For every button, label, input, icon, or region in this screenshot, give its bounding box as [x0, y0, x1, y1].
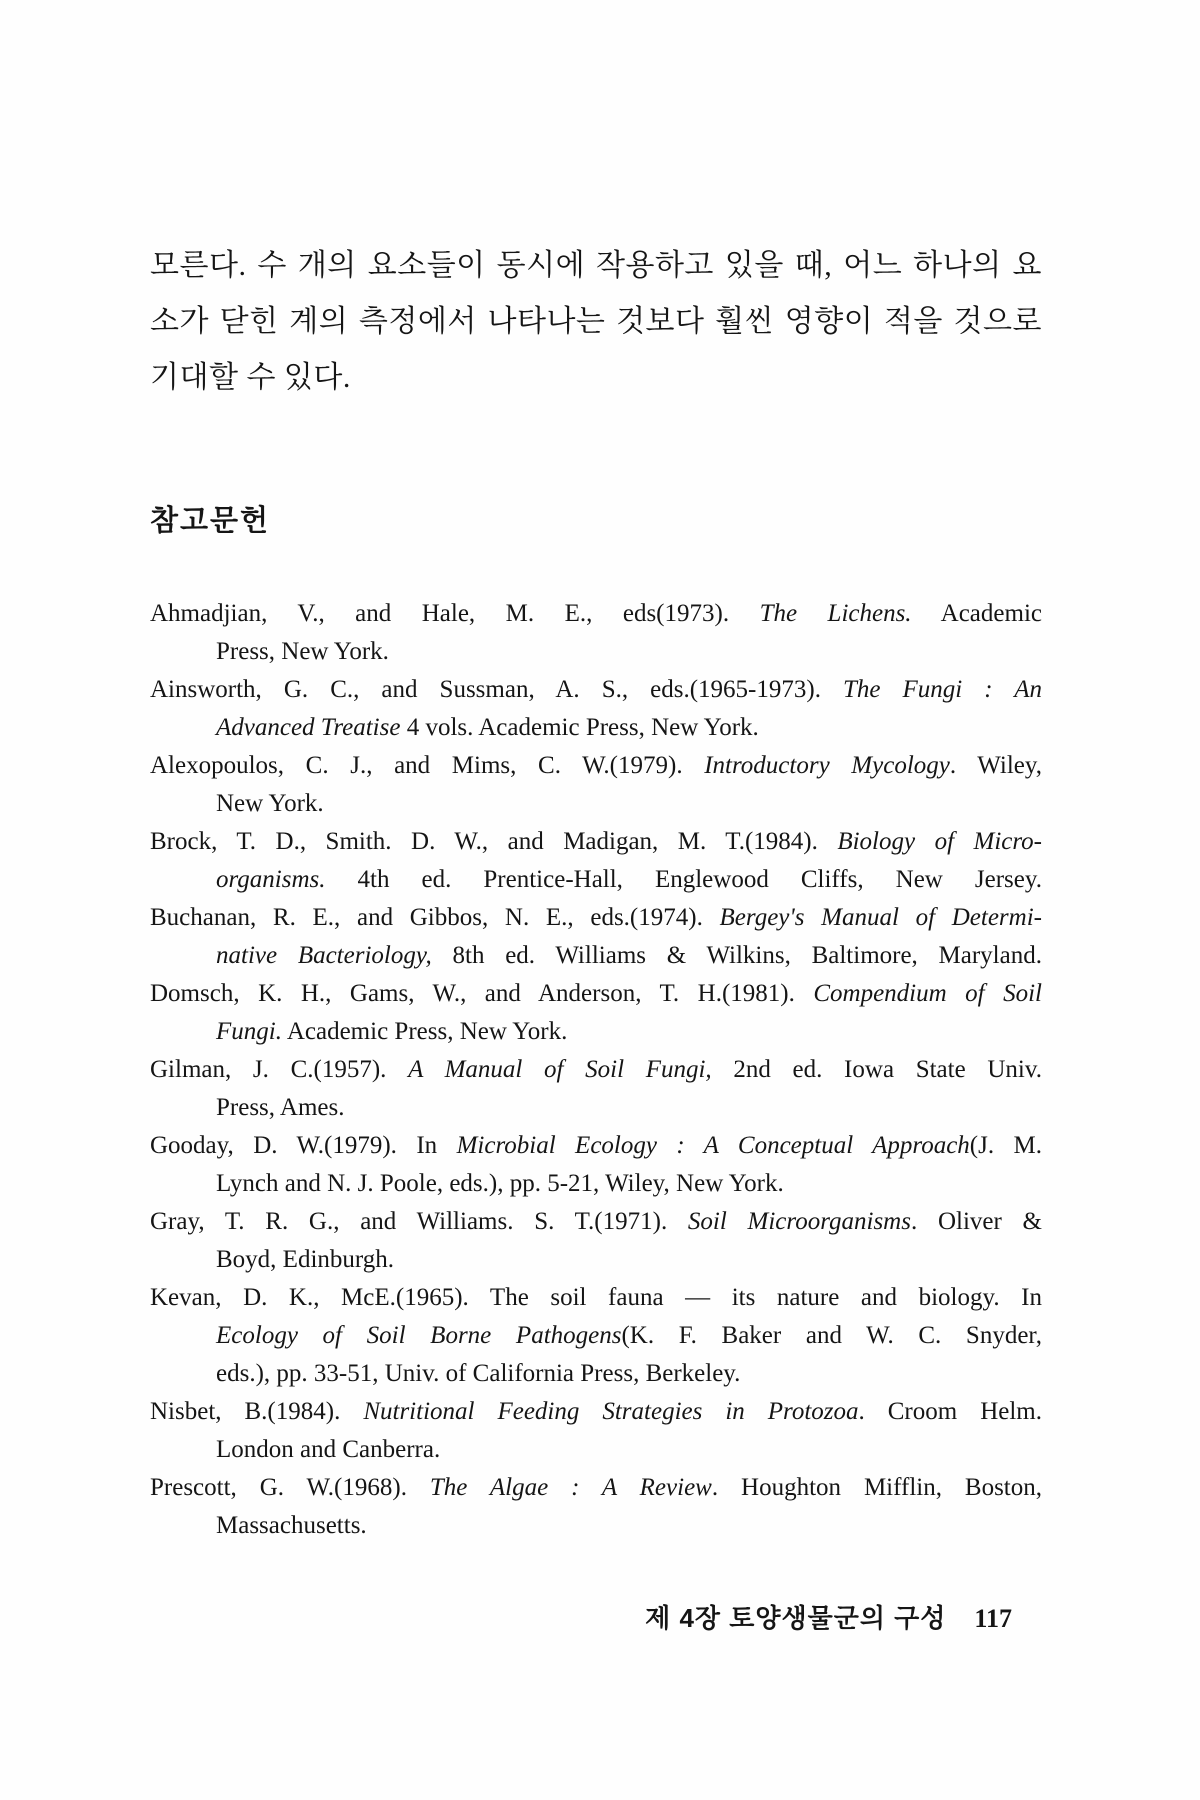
reference-title-segment: Fungi.	[216, 1018, 282, 1045]
reference-text-segment: 4 vols. Academic Press, New York.	[400, 714, 759, 741]
reference-text-segment: Lynch and N. J. Poole, eds.), pp. 5-21, Wiley, New York.	[216, 1170, 784, 1197]
reference-title-segment: Ecology of Soil Borne Pathogens	[216, 1322, 622, 1349]
reference-line	[150, 595, 1042, 633]
paragraph-line: 모른다. 수 개의 요소들이 동시에 작용하고 있을 때, 어느 하나의 요	[150, 249, 1042, 282]
reference-entry	[150, 1051, 1042, 1127]
reference-line	[150, 823, 1042, 861]
reference-text-segment: Boyd, Edinburgh.	[216, 1246, 395, 1273]
reference-line	[150, 1089, 1042, 1127]
reference-text-segment: Kevan, D. K., McE.(1965). The soil fauna — its nature and biology. In	[150, 1284, 1042, 1311]
reference-entry	[150, 823, 1042, 899]
reference-line	[150, 785, 1042, 823]
page-footer	[645, 1598, 1012, 1635]
reference-entry	[150, 975, 1042, 1051]
page-number: 117	[974, 1604, 1012, 1633]
reference-text-segment: Press, New York.	[216, 638, 389, 665]
reference-title-segment: Introductory Mycology	[704, 752, 950, 779]
reference-line	[150, 975, 1042, 1013]
reference-title-segment: organisms.	[216, 866, 326, 893]
reference-text-segment: 8th ed. Williams & Wilkins, Baltimore, Maryland.	[431, 942, 1042, 969]
reference-line	[150, 1127, 1042, 1165]
reference-line	[150, 1431, 1042, 1469]
references-heading: 참고문헌	[150, 505, 271, 537]
reference-line	[150, 1279, 1042, 1317]
reference-text-segment: . Croom Helm.	[858, 1398, 1042, 1425]
reference-line	[150, 747, 1042, 785]
paragraph-line: 소가 닫힌 계의 측정에서 나타나는 것보다 훨씬 영향이 적을 것으로	[150, 305, 1042, 338]
reference-entry	[150, 1279, 1042, 1393]
reference-text-segment: Academic	[911, 600, 1042, 627]
reference-title-segment: Microbial Ecology : A Conceptual Approach	[456, 1132, 970, 1159]
reference-text-segment: 4th ed. Prentice-Hall, Englewood Cliffs, New Jersey.	[325, 866, 1042, 893]
reference-text-segment: Ahmadjian, V., and Hale, M. E., eds(1973).	[150, 600, 760, 627]
reference-title-segment: Biology of Micro-	[837, 828, 1042, 855]
reference-text-segment: . Houghton Mifflin, Boston,	[711, 1474, 1042, 1501]
reference-line	[150, 1165, 1042, 1203]
reference-line	[150, 671, 1042, 709]
reference-text-segment: (J. M.	[969, 1132, 1042, 1159]
reference-title-segment: The Algae : A Review	[429, 1474, 712, 1501]
reference-line	[150, 1241, 1042, 1279]
body-paragraph	[150, 238, 1042, 406]
reference-title-segment: Soil Microorganisms	[687, 1208, 911, 1235]
reference-text-segment: London and Canberra.	[216, 1436, 441, 1463]
reference-text-segment: . Wiley,	[949, 752, 1043, 779]
reference-line	[150, 899, 1042, 937]
reference-entry	[150, 1393, 1042, 1469]
reference-title-segment: Nutritional Feeding Strategies in Protozoa	[363, 1398, 859, 1425]
chapter-title: 제 4장 토양생물군의 구성	[645, 1603, 947, 1633]
reference-title-segment: Advanced Treatise	[216, 714, 401, 741]
page-content	[150, 238, 1042, 1545]
references-list	[150, 595, 1042, 1545]
reference-text-segment: Massachusetts.	[216, 1512, 367, 1539]
reference-entry	[150, 1127, 1042, 1203]
reference-text-segment: 2nd ed. Iowa State Univ.	[711, 1056, 1043, 1083]
reference-text-segment: Prescott, G. W.(1968).	[150, 1474, 430, 1501]
reference-text-segment: Gilman, J. C.(1957).	[150, 1056, 409, 1083]
reference-text-segment: . Oliver &	[910, 1208, 1042, 1235]
reference-line	[150, 1317, 1042, 1355]
reference-title-segment: A Manual of Soil Fungi,	[408, 1056, 712, 1083]
reference-line	[150, 1469, 1042, 1507]
reference-title-segment: Bergey's Manual of Determi-	[719, 904, 1042, 931]
paragraph-line: 기대할 수 있다.	[150, 361, 351, 394]
reference-line	[150, 1355, 1042, 1393]
reference-text-segment: Gray, T. R. G., and Williams. S. T.(1971).	[150, 1208, 688, 1235]
reference-entry	[150, 1203, 1042, 1279]
reference-text-segment: eds.), pp. 33-51, Univ. of California Press, Berkeley.	[216, 1360, 741, 1387]
reference-line	[150, 1203, 1042, 1241]
reference-entry	[150, 595, 1042, 671]
reference-text-segment: Brock, T. D., Smith. D. W., and Madigan, M. T.(1984).	[150, 828, 838, 855]
reference-text-segment: Press, Ames.	[216, 1094, 345, 1121]
reference-entry	[150, 671, 1042, 747]
reference-entry	[150, 747, 1042, 823]
reference-text-segment: Ainsworth, G. C., and Sussman, A. S., eds.(1965-1973).	[150, 676, 843, 703]
reference-line	[150, 861, 1042, 899]
reference-text-segment: Domsch, K. H., Gams, W., and Anderson, T. H.(1981).	[150, 980, 814, 1007]
reference-entry	[150, 1469, 1042, 1545]
reference-text-segment: Academic Press, New York.	[281, 1018, 568, 1045]
reference-text-segment: New York.	[216, 790, 324, 817]
reference-text-segment: Gooday, D. W.(1979). In	[150, 1132, 457, 1159]
reference-title-segment: The Fungi : An	[843, 676, 1042, 703]
reference-line	[150, 1507, 1042, 1545]
reference-title-segment: The Lichens.	[759, 600, 912, 627]
reference-text-segment: (K. F. Baker and W. C. Snyder,	[621, 1322, 1042, 1349]
reference-line	[150, 1013, 1042, 1051]
reference-text-segment: Nisbet, B.(1984).	[150, 1398, 364, 1425]
reference-entry	[150, 899, 1042, 975]
reference-line	[150, 633, 1042, 671]
reference-text-segment: Alexopoulos, C. J., and Mims, C. W.(1979).	[150, 752, 705, 779]
reference-text-segment: Buchanan, R. E., and Gibbos, N. E., eds.(1974).	[150, 904, 720, 931]
reference-line	[150, 709, 1042, 747]
reference-line	[150, 1393, 1042, 1431]
reference-title-segment: native Bacteriology,	[216, 942, 432, 969]
reference-line	[150, 1051, 1042, 1089]
reference-line	[150, 937, 1042, 975]
reference-title-segment: Compendium of Soil	[813, 980, 1042, 1007]
